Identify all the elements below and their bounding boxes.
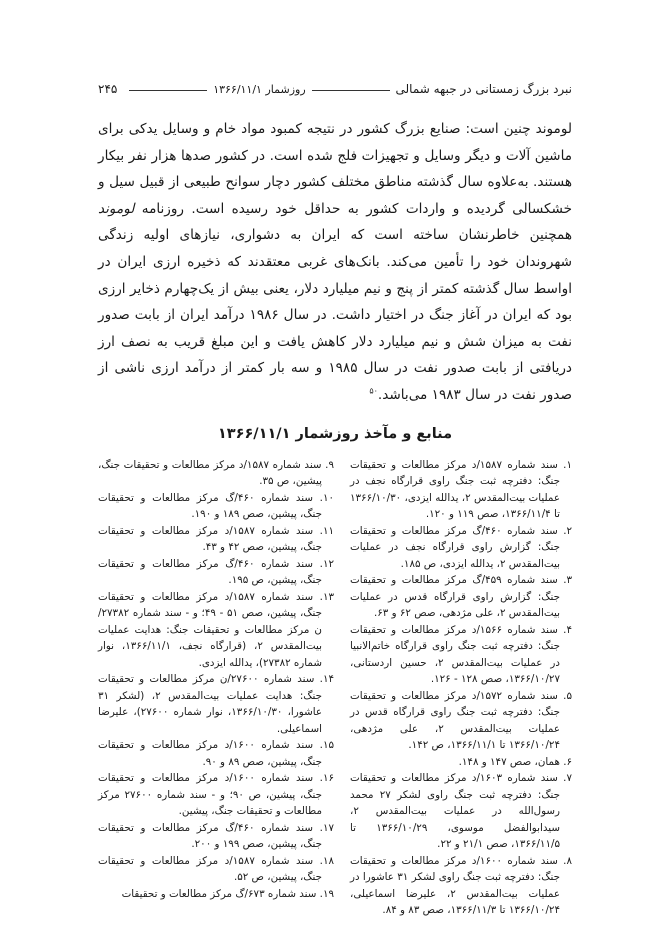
note: ۱۳. سند شماره ۱۵۸۷/د مرکز مطالعات و تحقیقات جنگ، پیشین، صص ۵۱ - ۴۹؛ و - سند شماره ۲۷۳۸۲/ن مرکز مطالعات و تحقیقات جنگ: هدایت عملیات بیت‌المقدس ۲، (قرارگاه نجف، ۱۳۶۶/۱۱/۱، نوار شماره ۲۷۳۸۲)، یدالله ایزدی. xyxy=(98,590,334,669)
note: ۱۰. سند شماره ۴۶۰/گ مرکز مطالعات و تحقیقات جنگ، پیشین، صص ۱۸۹ و ۱۹۰. xyxy=(98,491,335,521)
chapter-date: روزشمار ۱۳۶۶/۱۱/۱ xyxy=(213,83,306,96)
body-text-2: همچنین خاطرنشان ساخته است که ایران به دشواری، نیازهای اولیه زندگی شهروندان خود را تأمین می‌کند. بانک‌های غربی معتقدند که ذخیره ارزی ایران در اواسط سال گذشته کمتر از پنج و نیم میلیارد دلار، یعنی بیش از یک‌چهارم ذخایر ارزی بود که ایران در آغاز جنگ در اختیار داشت. در سال ۱۹۸۶ درآمد ایران از بابت صدور نفت به میزان شش و نیم میلیارد دلار کاهش یافت و این مبلغ قریب به نصف ارز دریافتی از بابت صدور نفت در سال ۱۹۸۵ و سه بار کمتر از درآمد ارزی ناشی از صدور نفت در سال ۱۹۸۳ می‌باشد. xyxy=(98,227,572,403)
footnote-ref: ۵۰ xyxy=(369,386,378,396)
note: ۳. سند شماره ۴۵۹/گ مرکز مطالعات و تحقیقات جنگ: گزارش راوی قرارگاه قدس در عملیات بیت‌المقدس ۲، علی مژدهی، صص ۶۲ و ۶۳. xyxy=(350,574,572,620)
sources-heading: منابع و مآخذ روزشمار ۱۳۶۶/۱۱/۱ xyxy=(217,425,453,442)
note: ۱۲. سند شماره ۴۶۰/گ مرکز مطالعات و تحقیقات جنگ، پیشین، ص ۱۹۵. xyxy=(98,557,335,587)
running-header xyxy=(98,76,572,96)
note: ۱۹. سند شماره ۶۷۳/گ مرکز مطالعات و تحقیقات xyxy=(121,887,334,900)
newspaper-name: لوموند xyxy=(98,200,135,217)
note: ۱۶. سند شماره ۱۶۰۰/د مرکز مطالعات و تحقیقات جنگ، پیشین، ص ۹۰؛ و - سند شماره ۲۷۶۰۰ مرکز مطالعات و تحقیقات جنگ، پیشین. xyxy=(98,772,334,818)
note: ۴. سند شماره ۱۵۶۶/د مرکز مطالعات و تحقیقات جنگ: دفترچه ثبت جنگ راوی قرارگاه خاتم‌الانبیا در عملیات بیت‌المقدس ۲، حسین اردستانی، ۱۳۶۶/۱۰/۲۷، صص ۱۲۸ - ۱۲۶. xyxy=(350,623,572,686)
note: ۶. همان، صص ۱۴۷ و ۱۴۸. xyxy=(458,755,572,768)
note: ۱۱. سند شماره ۱۵۸۷/د مرکز مطالعات و تحقیقات جنگ، پیشین، صص ۴۲ و ۴۳. xyxy=(98,524,334,554)
book-title: نبرد بزرگ زمستانی در جبهه شمالی xyxy=(395,82,572,96)
header-rule xyxy=(312,90,390,91)
note: ۲. سند شماره ۴۶۰/گ مرکز مطالعات و تحقیقات جنگ: گزارش راوی قرارگاه نجف در عملیات بیت‌المقدس ۲، یدالله ایزدی، ص ۱۸۵. xyxy=(350,524,572,570)
body-text-1: لوموند چنین است: صنایع بزرگ کشور در نتیجه کمبود مواد خام و وسایل یدکی برای ماشین آلات و دیگر وسایل و تجهیزات فلج شده است. در کشور صدها هزار نفر بیکار هستند. به‌علاوه سال گذشته مناطق مختلف کشور دچار سوانح طبیعی از قبیل سیل و خشکسالی گردیده و واردات کشور به حداقل خود رسیده است. روزنامه xyxy=(98,121,572,217)
note: ۹. سند شماره ۱۵۸۷/د مرکز مطالعات و تحقیقات جنگ، پیشین، ص ۳۵. xyxy=(98,458,334,488)
header-rule xyxy=(129,90,207,91)
note: ۱۵. سند شماره ۱۶۰۰/د مرکز مطالعات و تحقیقات جنگ، پیشین، صص ۸۹ و ۹۰. xyxy=(98,739,334,768)
note: ۱۷. سند شماره ۴۶۰/گ مرکز مطالعات و تحقیقات جنگ، پیشین، صص ۱۹۹ و ۲۰۰. xyxy=(98,821,335,851)
note: ۷. سند شماره ۱۶۰۳/د مرکز مطالعات و تحقیقات جنگ: دفترچه ثبت جنگ راوی لشکر ۲۷ محمد رسول‌الله در عملیات بیت‌المقدس ۲، سیدابوالفضل موسوی، ۱۳۶۶/۱۰/۲۹ تا ۱۳۶۶/۱۱/۵، صص ۲۱/۱ و ۲۲. xyxy=(350,772,572,851)
note: ۱۴. سند شماره ۲۷۶۰۰/ن مرکز مطالعات و تحقیقات جنگ: هدایت عملیات بیت‌المقدس ۲، (لشکر ۳۱ عاشورا، ۱۳۶۶/۱۰/۳۰، نوار شماره ۲۷۶۰۰)، علیرضا اسماعیلی. xyxy=(98,673,335,735)
page-number: ۲۴۵ xyxy=(98,82,118,96)
note: ۱. سند شماره ۱۵۸۷/د مرکز مطالعات و تحقیقات جنگ: دفترچه ثبت جنگ راوی قرارگاه نجف در عملیات بیت‌المقدس ۲، یدالله ایزدی، ۱۳۶۶/۱۰/۳۰ تا ۱۳۶۶/۱۱/۴، صص ۱۱۹ و ۱۲۰. xyxy=(350,458,572,521)
notes-column-left xyxy=(98,457,334,903)
notes-column-right xyxy=(350,457,572,919)
note: ۱۸. سند شماره ۱۵۸۷/د مرکز مطالعات و تحقیقات جنگ، پیشین، ص ۵۲. xyxy=(98,854,334,884)
note: ۵. سند شماره ۱۵۷۲/د مرکز مطالعات و تحقیقات جنگ: دفترچه ثبت جنگ راوی قرارگاه قدس در عملیات بیت‌المقدس ۲، علی مژدهی، ۱۳۶۶/۱۰/۲۴ تا ۱۳۶۶/۱۱/۱، ص ۱۴۲. xyxy=(350,689,572,752)
body-paragraph xyxy=(98,116,572,409)
note: ۸. سند شماره ۱۶۰۰/د مرکز مطالعات و تحقیقات جنگ: دفترچه ثبت جنگ راوی لشکر ۳۱ عاشورا در عملیات بیت‌المقدس ۲، علیرضا اسماعیلی، ۱۳۶۶/۱۰/۲۴ تا ۱۳۶۶/۱۱/۳، صص ۸۳ و ۸۴. xyxy=(350,854,572,917)
notes-columns xyxy=(98,457,572,919)
